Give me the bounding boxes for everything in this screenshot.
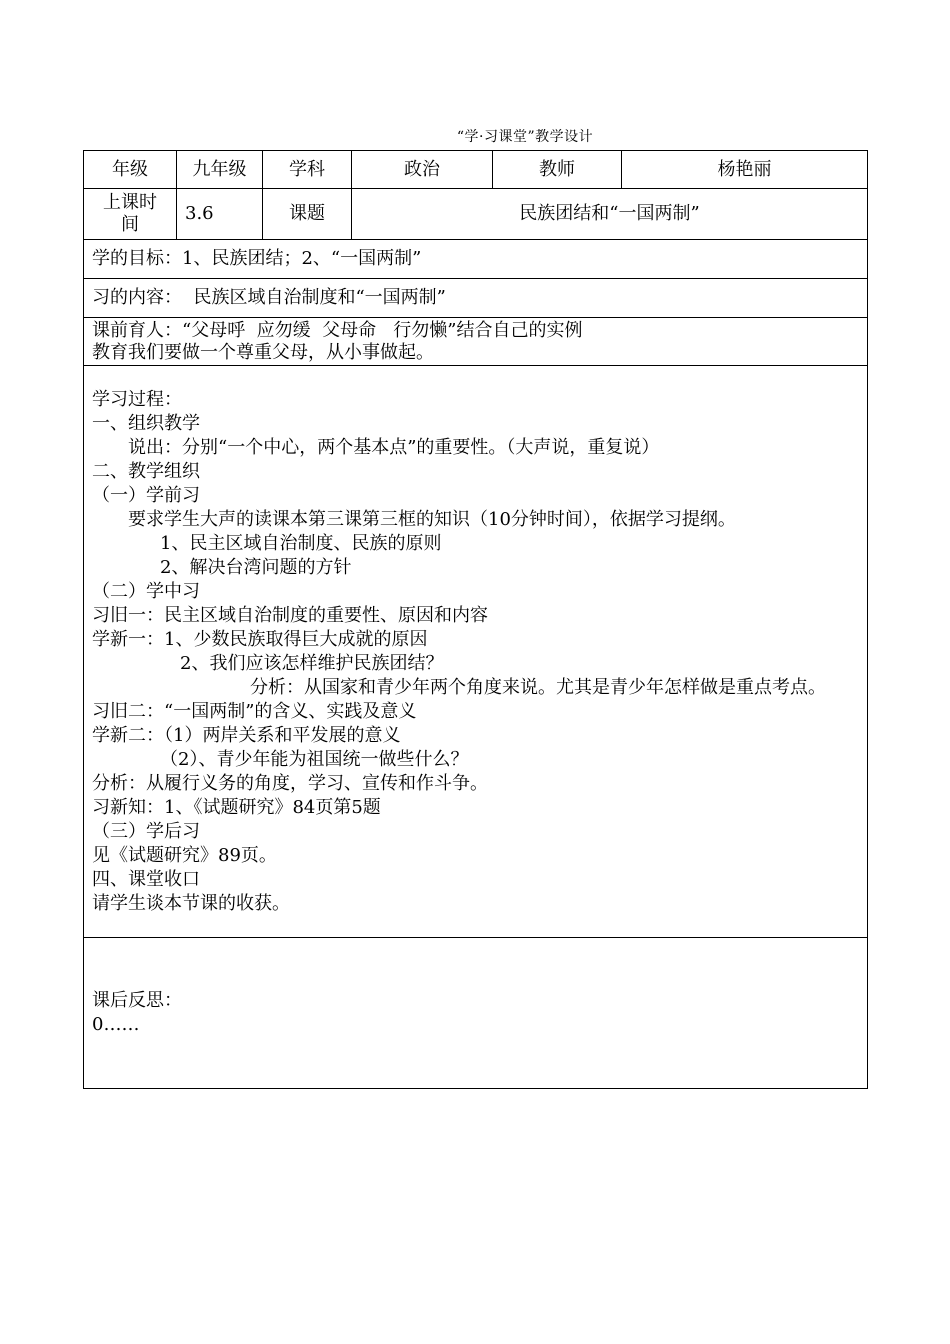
header-row-2 bbox=[84, 189, 868, 240]
lesson-plan-table bbox=[83, 150, 868, 1089]
class-time-label-line-2: 间 bbox=[121, 214, 139, 235]
process-line: 习新知：1、《试题研究》84页第5题 bbox=[92, 796, 381, 818]
header-row-1 bbox=[84, 151, 868, 189]
subject-label: 学科 bbox=[263, 151, 352, 189]
moral-education bbox=[84, 318, 868, 366]
topic-label: 课题 bbox=[263, 189, 352, 240]
process-line: 2、我们应该怎样维护民族团结？ bbox=[180, 652, 444, 674]
process-line: （2）、青少年能为祖国统一做些什么？ bbox=[160, 748, 469, 770]
reflection-row bbox=[84, 938, 868, 1089]
class-time-label-line-1: 上课时 bbox=[103, 192, 157, 213]
reflection-label: 课后反思： bbox=[92, 990, 182, 1011]
process-line: 学新一：1、少数民族取得巨大成就的原因 bbox=[92, 628, 428, 650]
process-line: 习旧一：民主区域自治制度的重要性、原因和内容 bbox=[92, 604, 488, 626]
teacher-value: 杨艳丽 bbox=[622, 151, 868, 189]
process-line: （一）学前习 bbox=[92, 484, 200, 506]
process-line: 二、教学组织 bbox=[92, 460, 200, 482]
process-line: 说出：分别“一个中心，两个基本点”的重要性。（大声说，重复说） bbox=[128, 436, 660, 458]
process-line: 2、解决台湾问题的方针 bbox=[160, 556, 352, 578]
process-line: 四、课堂收口 bbox=[92, 868, 200, 890]
moral-education-row bbox=[84, 318, 868, 366]
learning-goal: 学的目标：1、民族团结；2、“一国两制” bbox=[84, 240, 868, 279]
class-time-value: 3.6 bbox=[177, 189, 263, 240]
process-line: 学习过程： bbox=[92, 388, 182, 410]
grade-value: 九年级 bbox=[177, 151, 263, 189]
reflection-line-1: 0…… bbox=[92, 1014, 140, 1035]
process-line: 习旧二：“一国两制”的含义、实践及意义 bbox=[92, 700, 417, 722]
process-line: 1、民主区域自治制度、民族的原则 bbox=[160, 532, 442, 554]
content-row bbox=[84, 279, 868, 318]
reflection bbox=[84, 938, 868, 1089]
learning-content: 习的内容： 民族区域自治制度和“一国两制” bbox=[84, 279, 868, 318]
grade-label: 年级 bbox=[84, 151, 177, 189]
moral-line-1: 课前育人：“父母呼 应勿缓 父母命 行勿懒”结合自己的实例 bbox=[92, 319, 583, 341]
process-line: 分析：从履行义务的角度，学习、宣传和作斗争。 bbox=[92, 772, 488, 794]
process-line: 见《试题研究》89页。 bbox=[92, 844, 277, 866]
document-title: “学·习课堂”教学设计 bbox=[456, 129, 594, 145]
moral-line-2: 教育我们要做一个尊重父母，从小事做起。 bbox=[92, 341, 434, 363]
class-time-label bbox=[84, 189, 177, 240]
process-line: 要求学生大声的读课本第三课第三框的知识（10分钟时间），依据学习提纲。 bbox=[128, 508, 736, 530]
teacher-label: 教师 bbox=[493, 151, 622, 189]
process-line: （二）学中习 bbox=[92, 580, 200, 602]
learning-process bbox=[84, 366, 868, 938]
process-line: 分析：从国家和青少年两个角度来说。尤其是青少年怎样做是重点考点。 bbox=[250, 676, 826, 698]
process-line: 一、组织教学 bbox=[92, 412, 200, 434]
process-line: （三）学后习 bbox=[92, 820, 200, 842]
subject-value: 政治 bbox=[352, 151, 493, 189]
process-line: 请学生谈本节课的收获。 bbox=[92, 892, 290, 914]
topic-value: 民族团结和“一国两制” bbox=[352, 189, 868, 240]
goal-row bbox=[84, 240, 868, 279]
learning-process-row bbox=[84, 366, 868, 938]
process-line: 学新二：（1）两岸关系和平发展的意义 bbox=[92, 724, 401, 746]
